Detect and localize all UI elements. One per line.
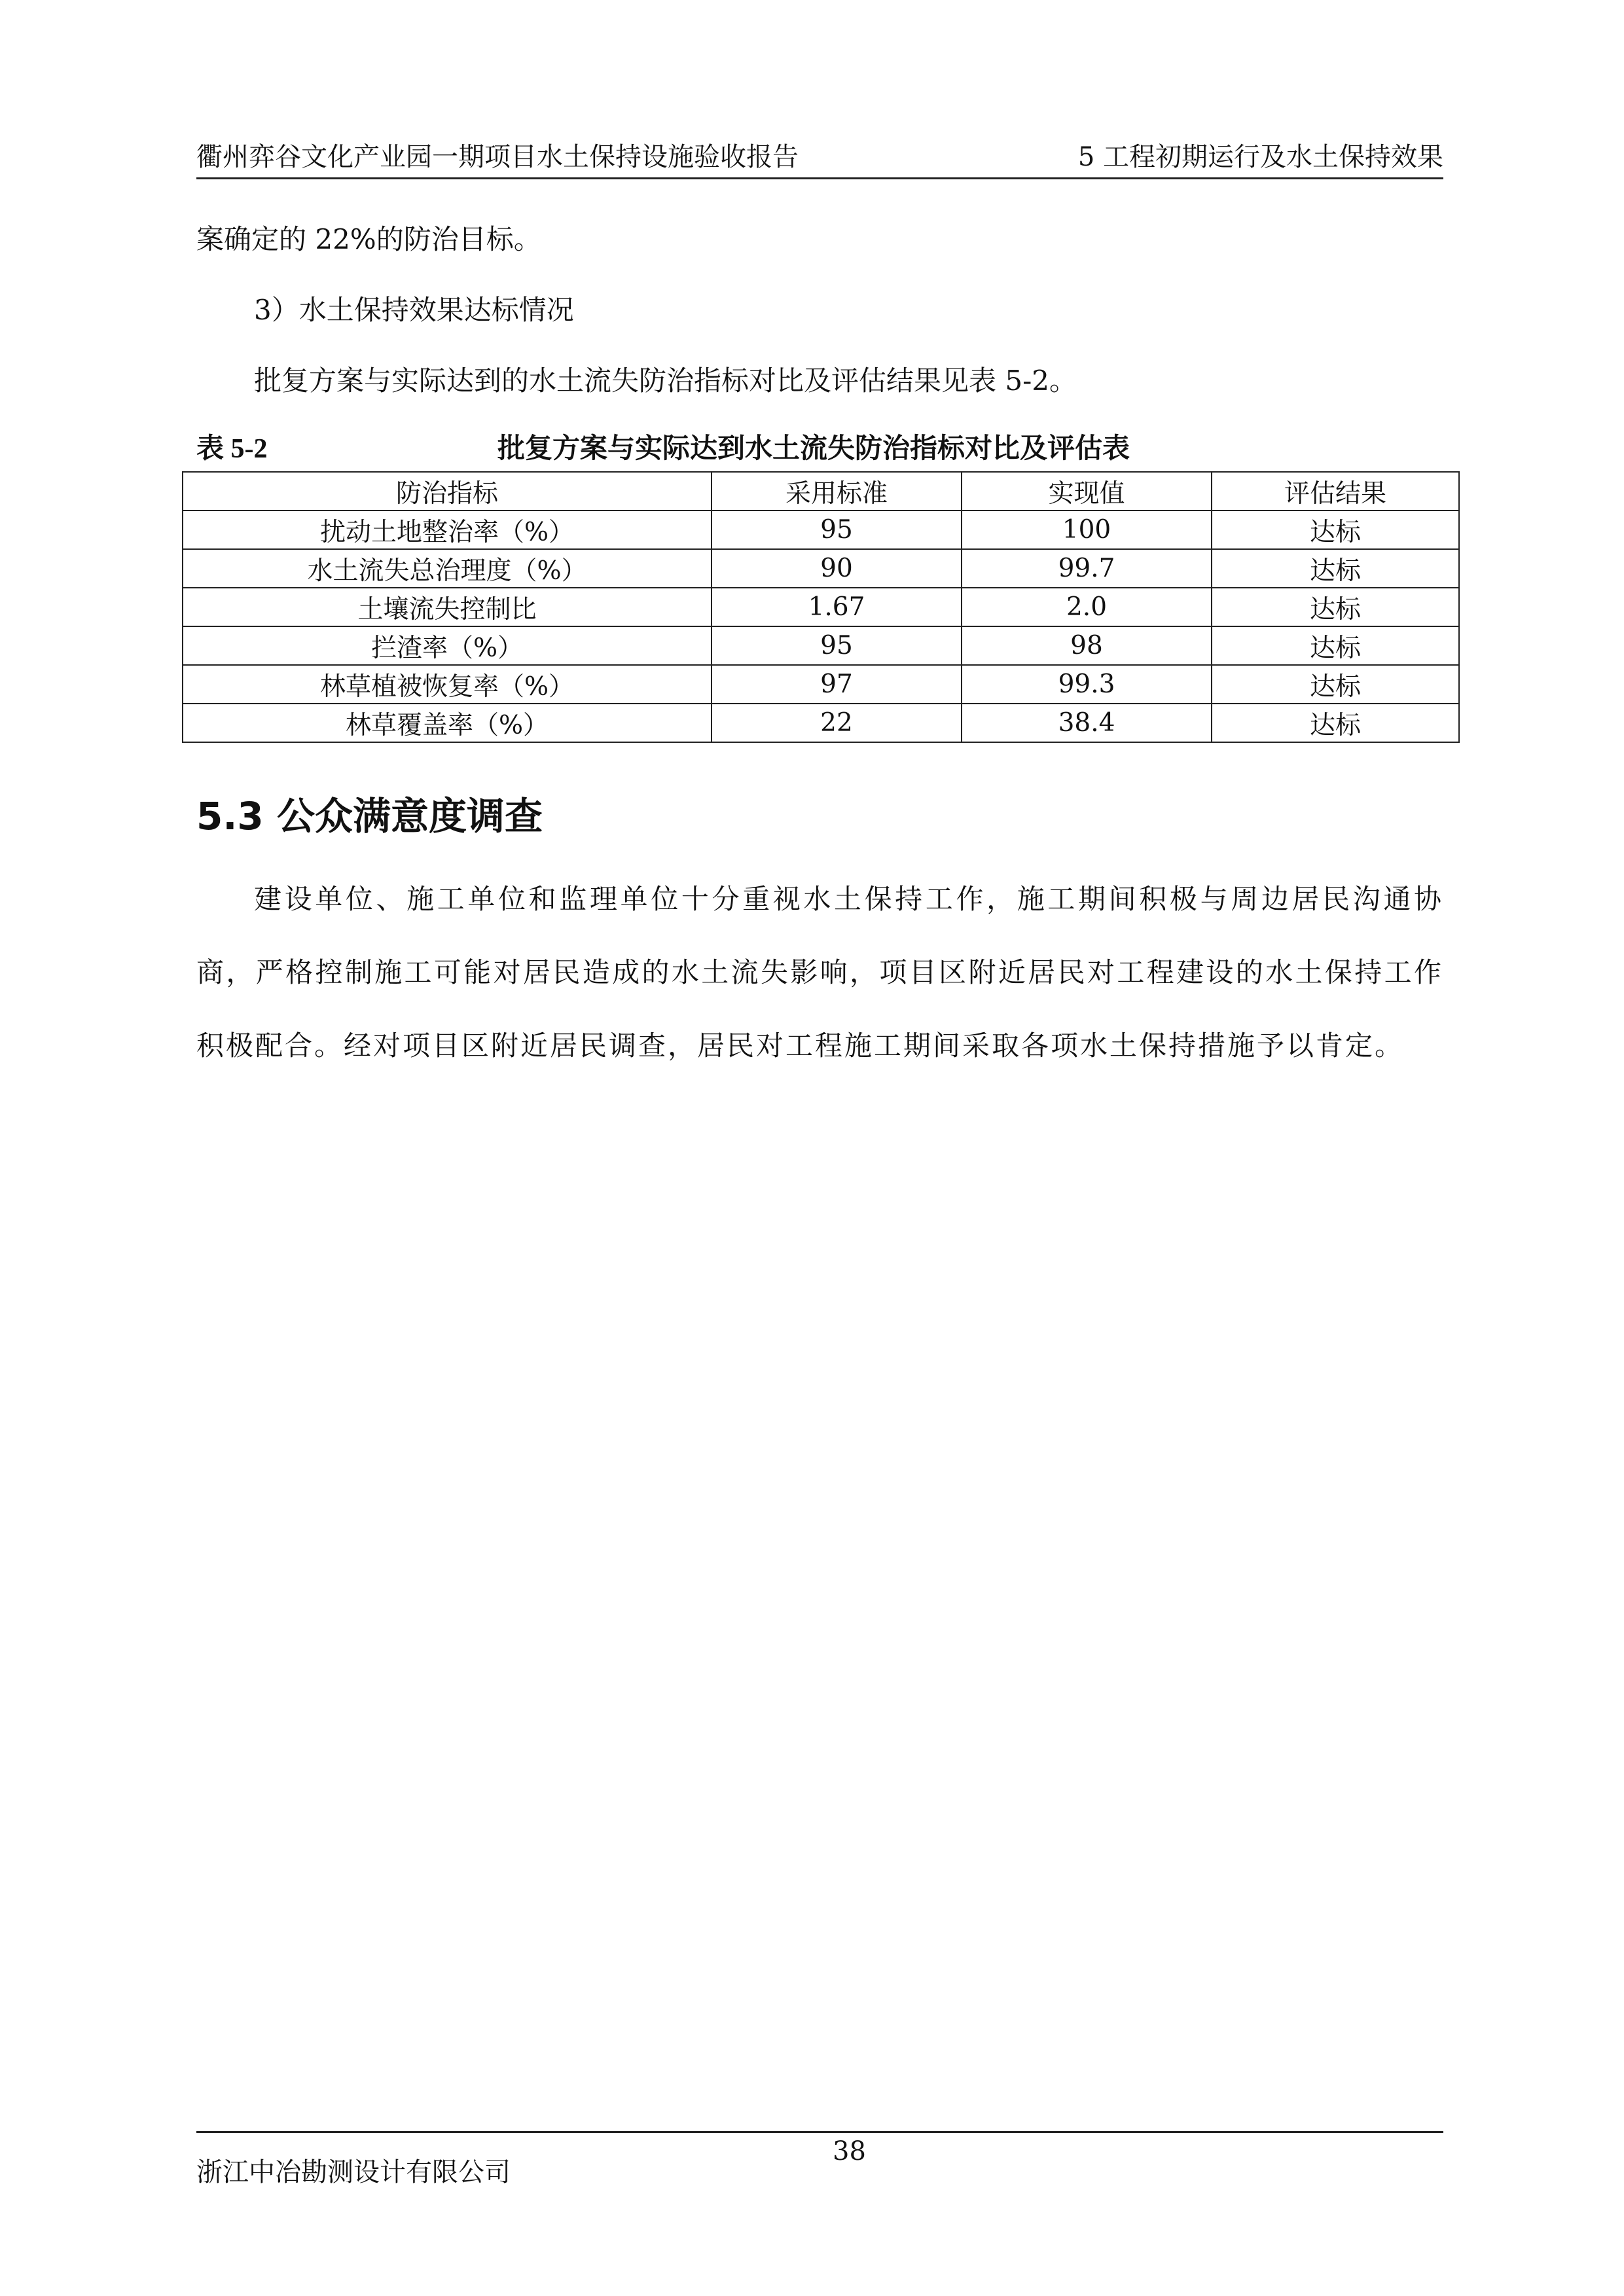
- page-footer: [196, 2131, 1443, 2189]
- cell-result: 达标: [1212, 704, 1459, 742]
- header-cell-standard: 采用标准: [712, 472, 962, 511]
- paragraph-item-3: 3）水土保持效果达标情况: [254, 294, 574, 326]
- paragraph-table-reference: 批复方案与实际达到的水土流失防治指标对比及评估结果见表 5-2。: [254, 365, 1077, 397]
- cell-standard: 95: [712, 511, 962, 549]
- table-row: [183, 588, 1459, 626]
- table-header-row: [183, 472, 1459, 511]
- cell-achieved: 38.4: [962, 704, 1212, 742]
- indicator-comparison-table: [182, 471, 1460, 743]
- header-chapter-title: 5 工程初期运行及水土保持效果: [1077, 142, 1443, 172]
- cell-standard: 90: [712, 549, 962, 588]
- header-cell-indicator: 防治指标: [183, 472, 712, 511]
- table-row: [183, 549, 1459, 588]
- cell-indicator: 扰动土地整治率（%）: [183, 511, 712, 549]
- cell-achieved: 98: [962, 626, 1212, 665]
- section-title: 5.3 公众满意度调查: [196, 794, 543, 838]
- page-header: [196, 136, 1443, 179]
- header-document-title: 衢州弈谷文化产业园一期项目水土保持设施验收报告: [196, 142, 799, 172]
- page-number: 38: [833, 2136, 866, 2166]
- cell-achieved: 2.0: [962, 588, 1212, 626]
- cell-result: 达标: [1212, 665, 1459, 704]
- cell-indicator: 拦渣率（%）: [183, 626, 712, 665]
- cell-indicator: 水土流失总治理度（%）: [183, 549, 712, 588]
- footer-company-name: 浙江中冶勘测设计有限公司: [196, 2157, 511, 2187]
- cell-result: 达标: [1212, 588, 1459, 626]
- table-caption-title: 批复方案与实际达到水土流失防治指标对比及评估表: [497, 432, 1130, 464]
- table-row: [183, 511, 1459, 549]
- table-row: [183, 704, 1459, 742]
- cell-standard: 97: [712, 665, 962, 704]
- header-cell-result: 评估结果: [1212, 472, 1459, 511]
- cell-indicator: 林草覆盖率（%）: [183, 704, 712, 742]
- cell-achieved: 99.3: [962, 665, 1212, 704]
- table-caption-number: 表 5-2: [196, 434, 268, 464]
- cell-standard: 22: [712, 704, 962, 742]
- section-body-paragraph: 建设单位、施工单位和监理单位十分重视水土保持工作，施工期间积极与周边居民沟通协商，严格控制施工可能对居民造成的水土流失影响，项目区附近居民对工程建设的水土保持工作积极配合。经对项目区附近居民调查，居民对工程施工期间采取各项水土保持措施予以肯定。: [196, 883, 1443, 1062]
- cell-indicator: 土壤流失控制比: [183, 588, 712, 626]
- cell-achieved: 100: [962, 511, 1212, 549]
- cell-result: 达标: [1212, 549, 1459, 588]
- cell-standard: 95: [712, 626, 962, 665]
- paragraph-continuation: 案确定的 22%的防治目标。: [196, 223, 541, 255]
- cell-result: 达标: [1212, 626, 1459, 665]
- table-row: [183, 665, 1459, 704]
- cell-standard: 1.67: [712, 588, 962, 626]
- table-row: [183, 626, 1459, 665]
- header-cell-achieved: 实现值: [962, 472, 1212, 511]
- cell-indicator: 林草植被恢复率（%）: [183, 665, 712, 704]
- cell-achieved: 99.7: [962, 549, 1212, 588]
- cell-result: 达标: [1212, 511, 1459, 549]
